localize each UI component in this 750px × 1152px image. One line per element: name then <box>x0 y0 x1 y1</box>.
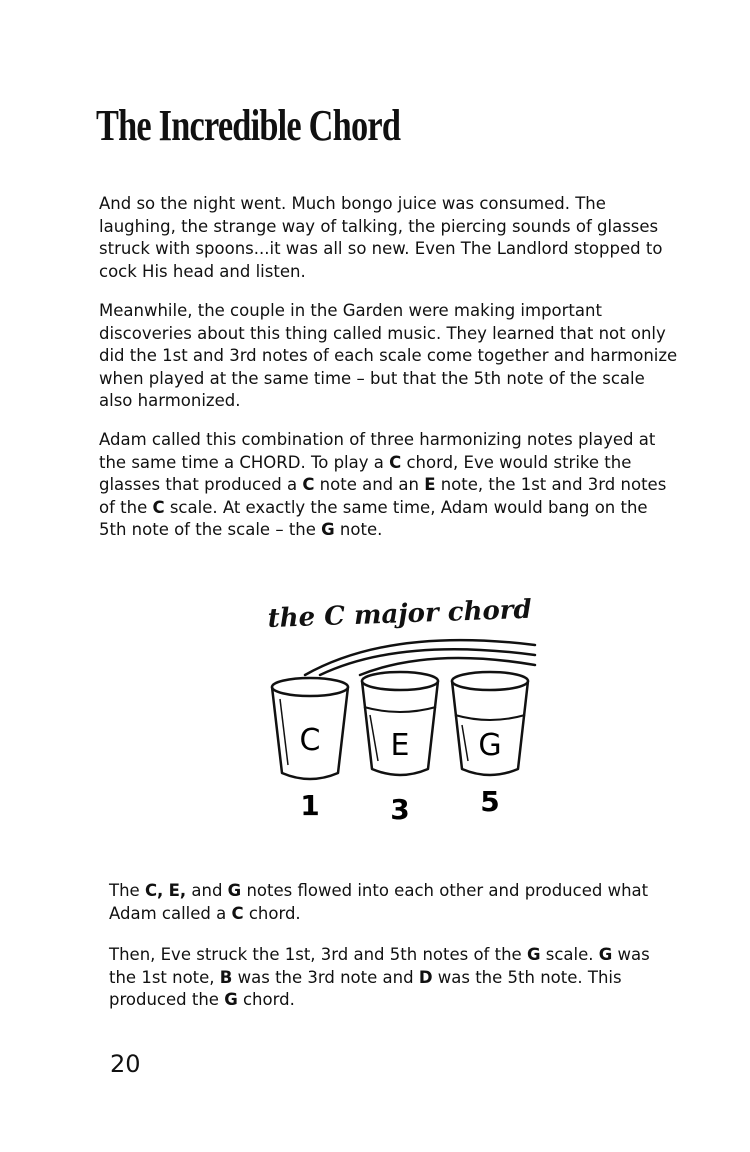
glass-rim <box>452 672 528 690</box>
glass-shine <box>462 725 468 761</box>
text-line: of the C scale. At exactly the same time, Adam would bang on the <box>99 497 648 517</box>
scale-degree-number: 3 <box>390 793 410 826</box>
scale-degree-number: 5 <box>480 785 500 818</box>
c-major-chord-illustration <box>250 575 550 835</box>
glass-rim <box>362 672 438 690</box>
glass-shine <box>280 699 288 765</box>
text-line: discoveries about this thing called music. They learned that not only <box>99 323 666 343</box>
text-line: Meanwhile, the couple in the Garden were making important <box>99 301 602 320</box>
glass-note-label: E <box>390 728 410 763</box>
page-title: The Incredible Chord <box>96 101 401 150</box>
water-line <box>364 707 436 712</box>
text-line: the 1st note, B was the 3rd note and D was the 5th note. This <box>109 967 622 987</box>
glass-rim <box>272 678 348 696</box>
text-line: produced the G chord. <box>109 990 295 1009</box>
text-line: Adam called this combination of three harmonizing notes played at <box>99 430 656 449</box>
text-line: when played at the same time – but that the 5th note of the scale <box>99 368 645 388</box>
paragraph-5 <box>109 944 650 1012</box>
paragraph-4 <box>109 880 648 925</box>
text-line: And so the night went. Much bongo juice was consumed. The <box>99 194 606 213</box>
text-line: Then, Eve struck the 1st, 3rd and 5th notes of the G scale. G was <box>109 945 650 964</box>
chord-drawing <box>250 575 550 835</box>
text-line: also harmonized. <box>99 391 241 410</box>
page-number: 20 <box>110 1050 141 1078</box>
sound-arc <box>305 640 535 675</box>
water-line <box>455 715 525 720</box>
text-line: 5th note of the scale – the G note. <box>99 520 383 539</box>
text-line: laughing, the strange way of talking, the piercing sounds of glasses <box>99 216 659 236</box>
text-line: Adam called a C chord. <box>109 903 301 923</box>
illustration-caption: the C major chord <box>267 594 533 634</box>
text-line: did the 1st and 3rd notes of each scale come together and harmonize <box>99 346 678 365</box>
text-line: struck with spoons...it was all so new. Even The Landlord stopped to <box>99 239 663 258</box>
text-line: the same time a CHORD. To play a C chord, Eve would strike the <box>99 452 632 472</box>
glass-note-label: C <box>299 723 321 758</box>
paragraph-3 <box>99 429 666 542</box>
text-line: cock His head and listen. <box>99 261 306 281</box>
text-line: glasses that produced a C note and an E note, the 1st and 3rd notes <box>99 475 667 494</box>
paragraph-1 <box>99 193 662 283</box>
glass-note-label: G <box>478 728 502 763</box>
scale-degree-number: 1 <box>300 789 320 822</box>
paragraph-2 <box>99 300 677 413</box>
sound-arcs <box>305 640 535 675</box>
sound-arc <box>320 649 535 675</box>
text-line: The C, E, and G notes flowed into each other and produced what <box>109 881 649 900</box>
